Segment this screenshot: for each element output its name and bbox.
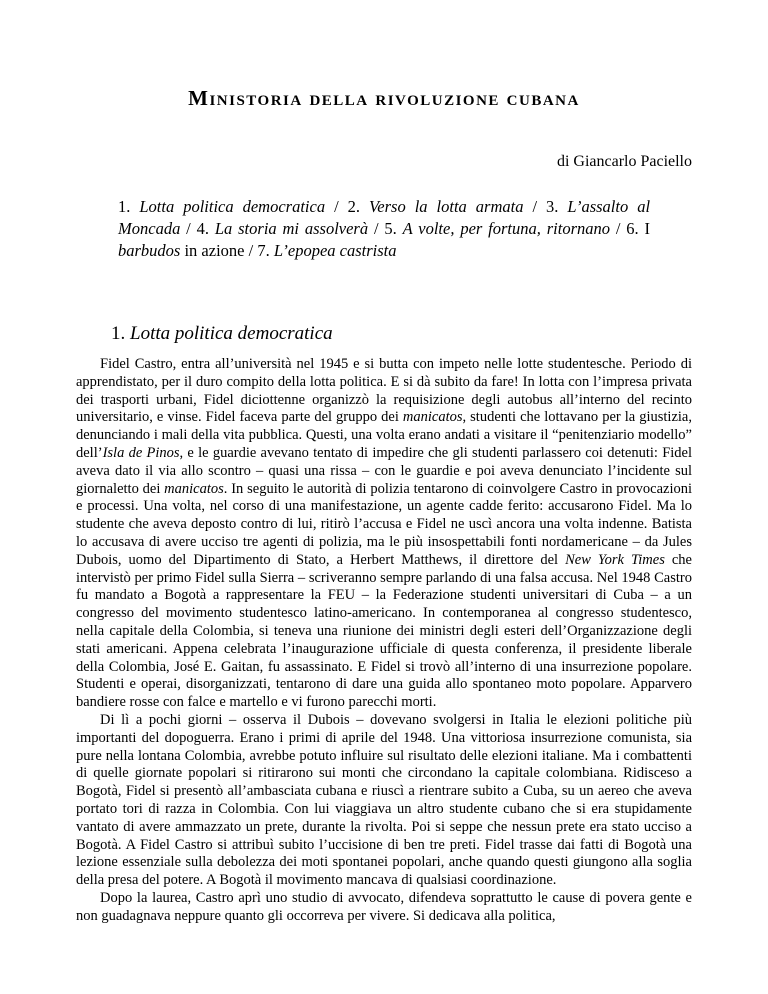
paragraph: Fidel Castro, entra all’università nel 1945 e si butta con impeto nelle lotte studentesche. Periodo di apprendistato, per il duro compito della lotta politica. E si dà subito da fare! In lotta con l’impresa privata dei trasporti urbani, Fidel diciottenne organizzò la requisizione degli autobus all’interno del recinto universitario, e vinse. Fidel faceva parte del gruppo dei manicatos, studenti che lottavano per la giustizia, denunciando i mali della vita pubblica. Questi, una volta erano andati a visitare il “penitenziario modello” dell’Isla de Pinos, e le guardie avevano tentato di impedire che gli studenti parlassero coi detenuti: Fidel aveva dato il via allo scontro – quasi una rissa – con le guardie e poi aveva denunciato l’incidente sul giornaletto dei manicatos. In seguito le autorità di polizia tentarono di coinvolgere Castro in provocazioni e processi. Una volta, nel corso di una manifestazione, un agente cadde ferito: accusarono Fidel. Ma lo studente che aveva deposto contro di lui, ritirò l’accusa e Fidel ne uscì ancora una volta indenne. Batista lo accusava di avere ucciso tre agenti di polizia, ma le più insospettabili fonti nordamericane – da Jules Dubois, uomo del Dipartimento di Stato, a Herbert Matthews, il direttore del New York Times che intervistò per primo Fidel sulla Sierra – scriveranno sempre parlando di una falsa accusa. Nel 1948 Castro fu mandato a Bogotà a rappresentare la FEU – la Federazione studenti universitari di Cuba – a un congresso del movimento studentesco latino-americano. In contemporanea al congresso studentesco, nella capitale della Colombia, si teneva una riunione dei ministri degli esteri dell’Organizzazione degli stati americani. Appena celebrata l’inaugurazione ufficiale di questa conferenza, il presidente liberale della Colombia, José E. Gaitan, fu assassinato. E Fidel si trovò all’interno di una insurrezione popolare. Studenti e operai, disorganizzati, tentarono di dare una guida allo spontaneo moto popolare. Apparvero bandiere rosse con falce e martello e vi furono parecchi morti. — [76, 356, 692, 711]
table-of-contents — [118, 196, 650, 262]
toc-item: 2. Verso la lotta armata / — [347, 197, 547, 216]
paragraph: Dopo la laurea, Castro aprì uno studio di avvocato, difendeva soprattutto le cause di povera gente e non guadagnava neppure quanto gli occorreva per vivere. Si dedicava alla politica, — [76, 889, 692, 924]
toc-item: 1. Lotta politica democratica / — [118, 197, 348, 216]
toc-item: 4. La storia mi assolverà / — [196, 219, 385, 238]
toc-item: 3. L’assalto al Moncada / — [118, 197, 651, 238]
toc-item: 7. L’epopea castrista — [257, 241, 397, 260]
document-title: Ministoria della rivoluzione cubana — [188, 86, 580, 110]
toc-item: 5. A volte, per fortuna, ritornano / — [384, 219, 627, 238]
section-heading: 1. Lotta politica democratica — [111, 323, 333, 344]
toc-item: 6. I barbudos in azione / — [118, 219, 651, 260]
paragraph: Di lì a pochi giorni – osserva il Dubois – dovevano svolgersi in Italia le elezioni politiche più importanti del dopoguerra. Erano i primi di aprile del 1948. Una vittoriosa insurrezione comunista, sia pure nella lontana Colombia, avrebbe potuto influire sul risultato delle elezioni italiane. Ma i combattenti di quelle giornate popolari si ritirarono sui monti che circondano la capitale colombiana. Ridisceso a Bogotà, Fidel si presentò all’ambasciata cubana e riuscì a rientrare subito a Cuba, su un aereo che aveva portato tori di razza in Colombia. Con lui viaggiava un altro studente cubano che si era stupidamente vantato di avere ammazzato un prete, durante la rivolta. Poi si seppe che nessun prete era stato ucciso a Bogotà. A Fidel Castro si attribuì subito l’uccisione di ben tre preti. Fidel trasse dai fatti di Bogotà una lezione essenziale sulla debolezza dei moti spontanei popolari, anche quando questi giungono alla soglia della presa del potere. A Bogotà il movimento mancava di qualsiasi coordinazione. — [76, 711, 692, 889]
author-line: di Giancarlo Paciello — [556, 153, 692, 170]
body-text — [76, 356, 692, 926]
